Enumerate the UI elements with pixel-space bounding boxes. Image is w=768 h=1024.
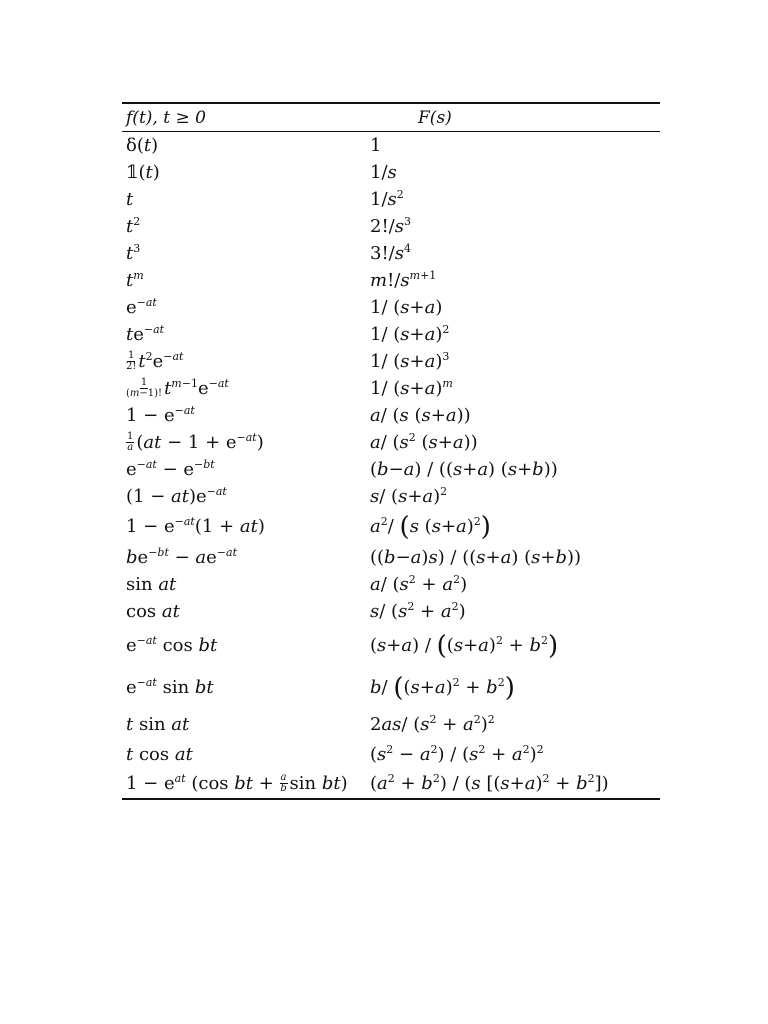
table-row bbox=[122, 186, 660, 213]
table-row bbox=[122, 294, 660, 321]
table-row bbox=[122, 159, 660, 186]
table-row bbox=[122, 483, 660, 510]
transform: 2as/ $(s^2 + a^2)^2$ bbox=[370, 713, 495, 735]
time-function: t bbox=[126, 188, 134, 210]
time-function: $e^{-at}$ bbox=[126, 295, 157, 318]
time-function: $t^2$ bbox=[126, 214, 141, 237]
time-function: $be^{-bt} - ae^{-at}$ bbox=[126, 545, 237, 568]
header-laplace-transform: F(s) bbox=[418, 107, 452, 128]
transform: 1/s bbox=[370, 161, 397, 183]
table-row bbox=[122, 510, 660, 544]
table-row bbox=[122, 348, 660, 375]
transform: b/ $((s+a)^2 + b^2)$ bbox=[370, 673, 515, 703]
table-row bbox=[122, 598, 660, 625]
transform: $3!/s^4$ bbox=[370, 241, 411, 264]
time-function: $t^m$ bbox=[126, 268, 144, 291]
table-row bbox=[122, 240, 660, 267]
time-function: $e^{-at} - e^{-bt}$ bbox=[126, 457, 215, 480]
time-function: $t^3$ bbox=[126, 241, 141, 264]
transform: a/ $(s^2 + a^2)$ bbox=[370, 572, 468, 595]
transform: ((b−a)s) / ((s+a) (s+b)) bbox=[370, 546, 582, 568]
time-function: cos at bbox=[126, 600, 180, 622]
header-time-function: f(t), t ≥ 0 bbox=[126, 107, 206, 128]
time-function: $1 - e^{at}$ (cos bt + $\frac{a}{b}$ sin bt) bbox=[126, 771, 348, 794]
table-header bbox=[122, 104, 660, 132]
time-function: $1 - e^{-at}(1 + at)$ bbox=[126, 515, 265, 537]
time-function: t sin at bbox=[126, 714, 190, 735]
table-row bbox=[122, 544, 660, 571]
transform: 1/ (s+a) bbox=[370, 296, 443, 318]
transform: s/ $(s^2 + a^2)$ bbox=[370, 599, 466, 622]
transform: 1/ $(s+a)^3$ bbox=[370, 349, 450, 372]
transform: 1 bbox=[370, 134, 382, 156]
transform: a/ (s (s+a)) bbox=[370, 404, 471, 426]
transform: 1/ $(s+a)^m$ bbox=[370, 376, 453, 399]
table-row bbox=[122, 456, 660, 483]
table-row bbox=[122, 321, 660, 348]
time-function: $(1 - at)e^{-at}$ bbox=[126, 484, 227, 507]
table-row bbox=[122, 267, 660, 294]
time-function: $1 - e^{-at}$ bbox=[126, 403, 195, 426]
time-function: $te^{-at}$ bbox=[126, 322, 165, 345]
transform: $(s^2 - a^2) / (s^2 + a^2)^2$ bbox=[370, 743, 544, 765]
transform: s/ $(s+a)^2$ bbox=[370, 484, 448, 507]
table-row bbox=[122, 709, 660, 741]
laplace-transform-table bbox=[122, 102, 660, 800]
transform: $m!/s^{m+1}$ bbox=[370, 268, 437, 291]
table-body bbox=[122, 132, 660, 798]
time-function: $\frac{1}{(m-1)!}$ $t^{m-1}e^{-at}$ bbox=[126, 376, 229, 399]
time-function: t cos at bbox=[126, 744, 193, 765]
table-row bbox=[122, 769, 660, 798]
table-row bbox=[122, 571, 660, 598]
table-row bbox=[122, 429, 660, 456]
transform: a/ ($s^2$ (s+a)) bbox=[370, 430, 478, 453]
time-function: δ(t) bbox=[126, 134, 159, 156]
table-row bbox=[122, 741, 660, 769]
table-row bbox=[122, 213, 660, 240]
transform: 1/ $(s+a)^2$ bbox=[370, 322, 450, 345]
table-row bbox=[122, 625, 660, 667]
time-function: sin at bbox=[126, 573, 177, 595]
transform: $(s+a) / ((s+a)^2 + b^2)$ bbox=[370, 631, 559, 661]
transform: $2!/s^3$ bbox=[370, 214, 411, 237]
table-row bbox=[122, 132, 660, 159]
time-function: $\frac{1}{2!}$ $t^2e^{-at}$ bbox=[126, 349, 184, 372]
time-function: $e^{-at}$ sin bt bbox=[126, 676, 214, 698]
time-function: $\frac{1}{a}$ $(at - 1 + e^{-at})$ bbox=[127, 430, 264, 453]
transform: $a^2/$ (s $(s+a)^2$) bbox=[370, 512, 491, 542]
transform: $(a^2 + b^2) / (s$ $[(s+a)^2 + b^2]$) bbox=[370, 771, 609, 794]
table-row bbox=[122, 375, 660, 402]
time-function: $e^{-at}$ cos bt bbox=[126, 634, 218, 656]
table-row bbox=[122, 667, 660, 709]
table-row bbox=[122, 402, 660, 429]
transform: (b−a) / ((s+a) (s+b)) bbox=[370, 458, 558, 480]
time-function: 𝟙(t) bbox=[126, 161, 160, 183]
transform: $1/s^2$ bbox=[370, 187, 404, 210]
